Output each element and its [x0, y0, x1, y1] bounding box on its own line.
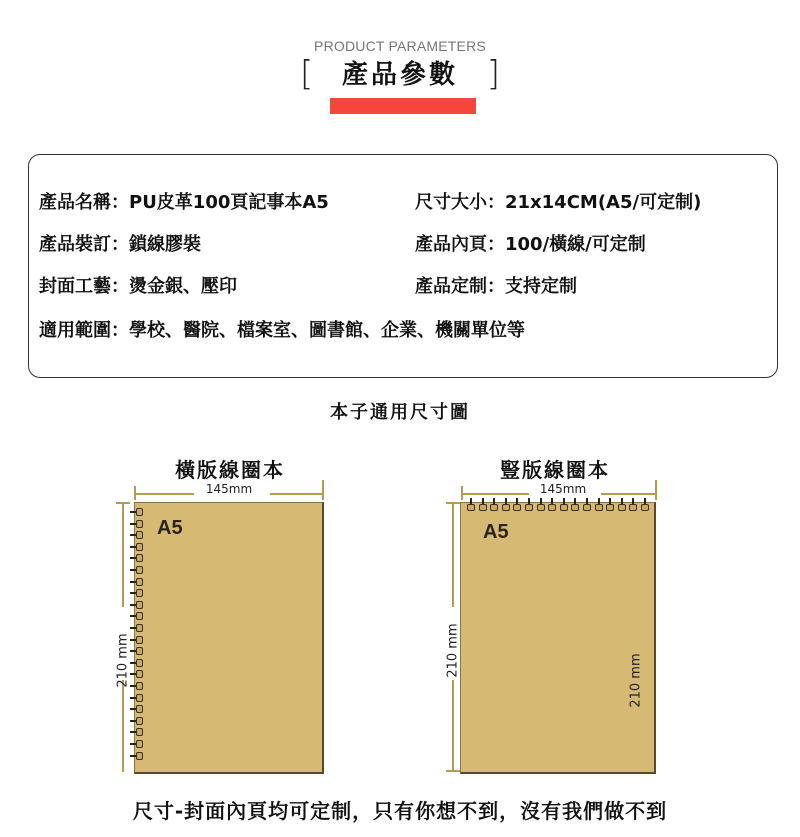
spiral-ring-icon — [130, 647, 144, 655]
spiral-ring-icon — [641, 498, 649, 512]
height-label: 210 mm — [445, 623, 461, 678]
footer-slogan: 尺寸-封面內頁均可定制，只有你想不到，沒有我們做不到 — [132, 799, 668, 823]
spiral-ring-icon — [618, 498, 626, 512]
spiral-ring-icon — [130, 531, 144, 539]
param-value: 鎖線膠裝 — [129, 234, 201, 255]
param-value: PU皮革100頁記事本A5 — [129, 192, 329, 213]
spiral-ring-icon — [130, 554, 144, 562]
param-binding — [39, 233, 201, 257]
spiral-ring-icon — [130, 566, 144, 574]
param-customization — [415, 275, 577, 299]
param-label: 適用範圍： — [39, 320, 129, 341]
spiral-ring-icon — [130, 612, 144, 620]
param-label: 產品定制： — [415, 276, 505, 297]
cover-label: A5 — [483, 521, 509, 543]
spiral-ring-icon — [130, 508, 144, 516]
spiral-ring-icon — [560, 498, 568, 512]
param-value: 燙金銀、壓印 — [129, 276, 237, 297]
param-label: 產品名稱： — [39, 192, 129, 213]
param-label: 產品裝訂： — [39, 234, 129, 255]
param-size — [415, 191, 701, 215]
spiral-ring-icon — [130, 682, 144, 690]
param-inner-pages — [415, 233, 646, 257]
param-value: 支持定制 — [505, 276, 577, 297]
notebook-vertical-title: 豎版線圈本 — [500, 458, 610, 482]
inner-height-label: 210 mm — [628, 653, 644, 708]
spiral-ring-icon — [130, 740, 144, 748]
width-label: 145mm — [539, 482, 587, 496]
spiral-ring-icon — [490, 498, 498, 512]
spiral-ring-icon — [583, 498, 591, 512]
param-applications — [39, 319, 525, 343]
spiral-ring-icon — [130, 694, 144, 702]
param-label: 尺寸大小： — [415, 192, 505, 213]
spiral-ring-icon — [479, 498, 487, 512]
size-diagram-title: 本子通用尺寸圖 — [330, 402, 470, 423]
spiral-ring-icon — [130, 578, 144, 586]
spiral-ring-icon — [513, 498, 521, 512]
param-label: 封面工藝： — [39, 276, 129, 297]
spiral-ring-icon — [595, 498, 603, 512]
param-cover-craft — [39, 275, 237, 299]
param-label: 產品內頁： — [415, 234, 505, 255]
spiral-ring-icon — [606, 498, 614, 512]
spiral-ring-icon — [537, 498, 545, 512]
spiral-ring-icon — [571, 498, 579, 512]
spiral-ring-icon — [130, 520, 144, 528]
notebook-horizontal — [134, 502, 324, 774]
spiral-ring-icon — [130, 752, 144, 760]
bracket-right: ] — [486, 54, 500, 94]
spiral-ring-icon — [130, 601, 144, 609]
spiral-ring-icon — [467, 498, 475, 512]
spiral-ring-icon — [629, 498, 637, 512]
param-value: 100/橫線/可定制 — [505, 234, 646, 255]
param-value: 學校、醫院、檔案室、圖書館、企業、機關單位等 — [129, 320, 525, 341]
height-label: 210 mm — [115, 633, 131, 688]
spiral-ring-icon — [130, 705, 144, 713]
spiral-ring-icon — [130, 670, 144, 678]
notebook-horizontal-title: 橫版線圈本 — [175, 458, 285, 482]
spiral-ring-icon — [130, 717, 144, 725]
spiral-ring-icon — [525, 498, 533, 512]
param-value: 21x14CM(A5/可定制) — [505, 192, 702, 213]
spiral-ring-icon — [548, 498, 556, 512]
width-label: 145mm — [205, 482, 253, 496]
spiral-ring-icon — [130, 624, 144, 632]
page-title: 產品參數 — [341, 60, 458, 90]
subtitle-english: PRODUCT PARAMETERS — [314, 38, 486, 54]
title-block — [300, 56, 500, 96]
spiral-ring-icon — [130, 636, 144, 644]
spiral-ring-icon — [502, 498, 510, 512]
spiral-ring-icon — [130, 589, 144, 597]
spiral-ring-icon — [130, 543, 144, 551]
param-product-name — [39, 191, 329, 215]
cover-label: A5 — [157, 517, 183, 539]
bracket-left: [ — [300, 54, 314, 94]
spiral-ring-icon — [130, 659, 144, 667]
width-dimension-horizontal — [134, 482, 324, 500]
parameters-panel — [28, 154, 778, 378]
notebook-vertical — [460, 502, 656, 774]
spiral-ring-icon — [130, 728, 144, 736]
title-underline-bar — [330, 98, 476, 114]
